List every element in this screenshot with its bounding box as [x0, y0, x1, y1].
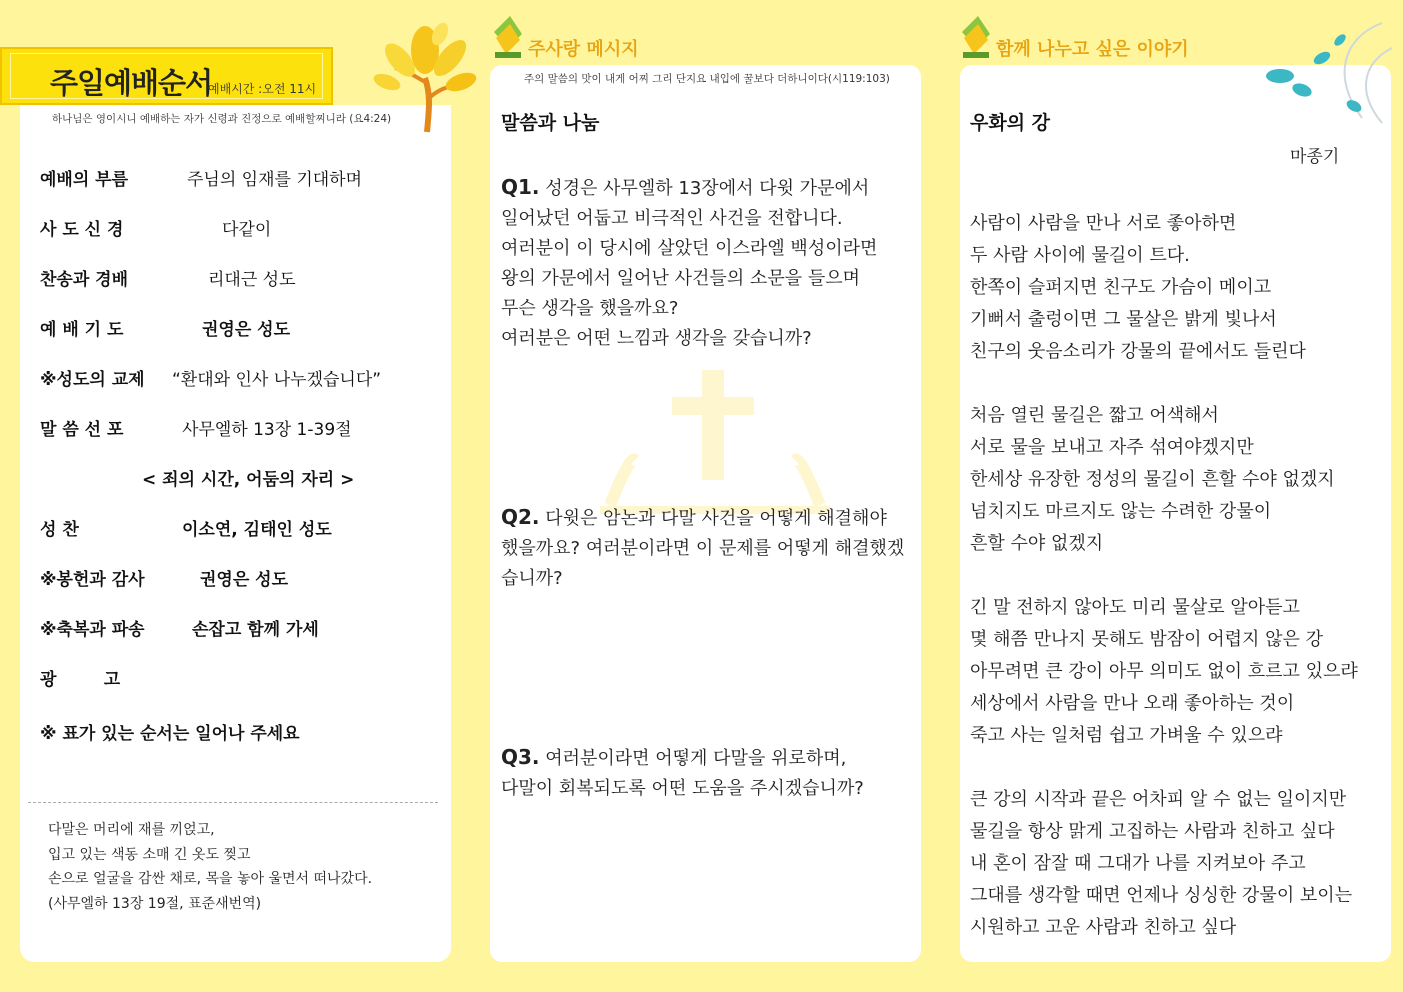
- q2-line: 습니까?: [501, 568, 563, 589]
- order-value: 권영은 성도: [202, 320, 291, 340]
- q1-line: 무슨 생각을 했을까요?: [501, 298, 679, 319]
- message-heading: 말씀과 나눔: [501, 112, 600, 134]
- order-item: [40, 265, 296, 290]
- poem-line: 넘치지도 마르지도 않는 수려한 강물이: [970, 501, 1272, 522]
- poem-title: 우화의 강: [970, 112, 1051, 134]
- poem-line: 죽고 사는 일처럼 쉽고 가벼울 수 있으랴: [970, 725, 1283, 746]
- order-item: [40, 515, 332, 540]
- order-label: 광 고: [40, 670, 121, 690]
- order-label: 성 찬: [40, 520, 79, 540]
- order-label: 찬송과 경배: [40, 270, 129, 290]
- q1-line: 성경은 사무엘하 13장에서 다윗 가문에서: [539, 178, 870, 199]
- cross-icon: [590, 365, 840, 515]
- poem-line: 그대를 생각할 때면 언제나 싱싱한 강물이 보이는: [970, 885, 1353, 906]
- poem-line: 내 혼이 잠잘 때 그대가 나를 지켜보아 주고: [970, 853, 1306, 874]
- order-item: [40, 365, 382, 390]
- section-title: 함께 나누고 싶은 이야기: [996, 39, 1189, 60]
- poem-line: 두 사람 사이에 물길이 트다.: [970, 245, 1190, 266]
- order-item: [40, 665, 120, 690]
- poem-line: 긴 말 전하지 않아도 미리 물살로 알아듣고: [970, 597, 1300, 618]
- quote-line: (사무엘하 13장 19절, 표준새번역): [48, 895, 262, 912]
- q3-label: Q3.: [501, 745, 540, 769]
- order-item: [40, 415, 352, 440]
- poem-line: 흔할 수야 없겠지: [970, 533, 1104, 554]
- q1-line: 왕의 가문에서 일어난 사건들의 소문을 들으며: [501, 268, 860, 289]
- service-time: 예배시간 :오전 11시: [208, 82, 317, 96]
- order-value: “환대와 인사 나누겠습니다”: [172, 370, 382, 390]
- q3-line: 다말이 회복되도록 어떤 도움을 주시겠습니까?: [501, 778, 864, 799]
- order-label: ※봉헌과 감사: [40, 570, 145, 590]
- poem-line: 큰 강의 시작과 끝은 어차피 알 수 없는 일이지만: [970, 789, 1347, 810]
- message-verse: 주의 말씀의 맛이 내게 어찌 그리 단지요 내입에 꿀보다 더하니이다(시119:103): [524, 73, 890, 85]
- order-item: [40, 615, 319, 640]
- quote-line: 다말은 머리에 재를 끼얹고,: [48, 822, 215, 838]
- poem-line: 아무려면 큰 강이 아무 의미도 없이 흐르고 있으랴: [970, 661, 1358, 682]
- poem-line: 서로 물을 보내고 자주 섞여야겠지만: [970, 437, 1254, 458]
- book-icon: [960, 14, 994, 60]
- q2-line: 했을까요? 여러분이라면 이 문제를 어떻게 해결했겠: [501, 538, 905, 559]
- poem-body: [970, 208, 1358, 944]
- q3-line: 여러분이라면 어떻게 다말을 위로하며,: [539, 748, 847, 769]
- q2-label: Q2.: [501, 505, 540, 529]
- order-item: [40, 315, 291, 340]
- q1-label: Q1.: [501, 175, 540, 199]
- poem-line: 세상에서 사람을 만나 오래 좋아하는 것이: [970, 693, 1295, 714]
- order-value: 주님의 임재를 기대하며: [187, 170, 363, 190]
- order-item: [40, 565, 289, 590]
- order-label: ※축복과 파송: [40, 620, 145, 640]
- poem-line: 한세상 유장한 정성의 물길이 흔할 수야 없겠지: [970, 469, 1335, 490]
- q1-line: 여러분이 이 당시에 살았던 이스라엘 백성이라면: [501, 238, 878, 259]
- poem-line: 한쪽이 슬퍼지면 친구도 가슴이 메이고: [970, 277, 1272, 298]
- order-value: 손잡고 함께 가세: [192, 620, 319, 640]
- header-verse: 하나님은 영이시니 예배하는 자가 신령과 진정으로 예배할찌니라 (요4:24): [52, 113, 392, 125]
- order-label: 예배의 부름: [40, 170, 129, 190]
- order-label: ※성도의 교제: [40, 370, 145, 390]
- order-value: 다같이: [222, 220, 272, 240]
- question-1: [501, 172, 877, 354]
- question-2: [501, 502, 904, 594]
- quote-line: 입고 있는 색동 소매 긴 옷도 찢고: [48, 846, 251, 863]
- order-item: [40, 165, 363, 190]
- poem-line: 시원하고 고운 사람과 친하고 싶다: [970, 917, 1237, 938]
- q1-line: 일어났던 어둡고 비극적인 사건을 전합니다.: [501, 208, 843, 229]
- page-title: 주일예배순서: [50, 66, 213, 100]
- order-value: 이소연, 김태인 성도: [182, 520, 332, 540]
- quote-line: 손으로 얼굴을 감싼 채로, 목을 놓아 울면서 떠나갔다.: [48, 871, 373, 887]
- order-item: [40, 215, 272, 240]
- order-value: 리대근 성도: [208, 270, 296, 290]
- q2-line: 다윗은 암논과 다말 사건을 어떻게 해결해야: [539, 508, 887, 529]
- poem-line: 친구의 웃음소리가 강물의 끝에서도 들린다: [970, 341, 1306, 362]
- sermon-title: < 죄의 시간, 어둠의 자리 >: [142, 470, 355, 490]
- order-label: 사 도 신 경: [40, 220, 124, 240]
- section-title: 주사랑 메시지: [528, 39, 639, 60]
- poem-line: 사람이 사람을 만나 서로 좋아하면: [970, 213, 1237, 234]
- q1-line: 여러분은 어떤 느낌과 생각을 갖습니까?: [501, 328, 812, 349]
- order-label: 예 배 기 도: [40, 320, 124, 340]
- standing-note: ※ 표가 있는 순서는 일어나 주세요: [40, 724, 300, 744]
- poem-line: 처음 열린 물길은 짧고 어색해서: [970, 405, 1219, 426]
- floral-ornament-icon: [1262, 18, 1400, 133]
- poem-line: 물길을 항상 맑게 고집하는 사람과 친하고 싶다: [970, 821, 1335, 842]
- poem-line: 기뻐서 출렁이면 그 물살은 밝게 빛나서: [970, 309, 1277, 330]
- order-value: 사무엘하 13장 1-39절: [182, 420, 352, 440]
- divider: [28, 802, 438, 803]
- order-label: 말 씀 선 포: [40, 420, 124, 440]
- book-icon: [492, 14, 526, 60]
- poem-line: 몇 해쯤 만나지 못해도 밤잠이 어렵지 않은 강: [970, 629, 1324, 650]
- question-3: [501, 742, 864, 804]
- scripture-quote: [48, 818, 372, 916]
- tree-icon: [365, 20, 480, 135]
- order-value: 권영은 성도: [200, 570, 289, 590]
- poem-author: 마종기: [1290, 147, 1340, 167]
